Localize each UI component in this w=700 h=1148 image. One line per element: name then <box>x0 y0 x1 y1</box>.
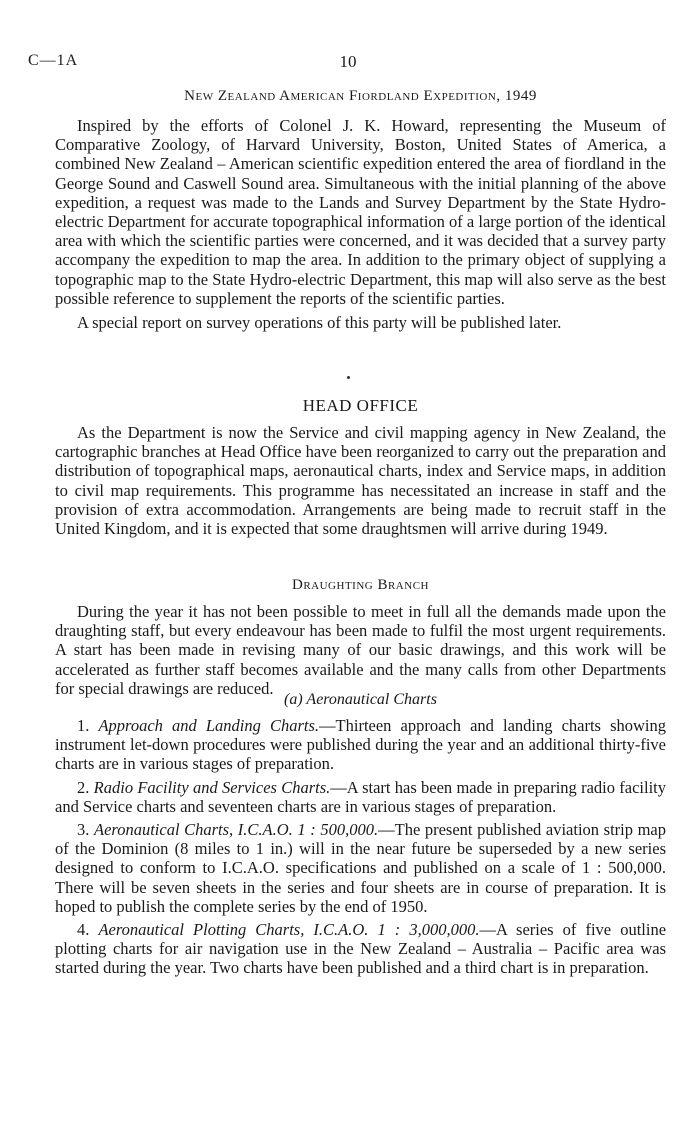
expedition-paragraph-1: Inspired by the efforts of Colonel J. K. Howard, representing the Museum of Comparative Zoology, of Harvard University, Boston, United States of America, a combined New Zealand – American scientific expedition entered the area of fiordland in the George Sound and Caswell Sound area. Simultaneous with the initial planning of the above expedition, a request was made to the Lands and Survey Department by the State Hydro-electric Department for accurate topographical information of a large portion of the identical area with which the scientific parties were concerned, and it was decided that a survey party accompany the expedition to map the area. In addition to the primary object of supplying a topographic map to the State Hydro-electric Department, this map will also serve as the best possible reference to supplement the reports of the scientific parties. <box>55 116 666 308</box>
document-reference: C—1A <box>28 52 79 69</box>
head-office-paragraph: As the Department is now the Service and civil mapping agency in New Zealand, the cartographic branches at Head Office have been reorganized to carry out the preparation and distribution of topographical maps, aeronautical charts, index and Service maps, in addition to civil map requirements. This programme has necessitated an increase in staff and the provision of extra accommodation. Arrangements are being made to recruit staff in the United Kingdom, and it is expected that some draughtsmen will arrive during 1949. <box>55 423 666 539</box>
aeronautical-item-3 <box>55 820 666 916</box>
draughting-section <box>55 602 666 698</box>
item-number: 2. <box>77 777 90 797</box>
item-title: Approach and Landing Charts. <box>98 716 320 735</box>
item-title: Aeronautical Plotting Charts, I.C.A.O. 1 : 3,000,000. <box>98 920 480 940</box>
item-text: —A start has been made in preparing radio facility and Service charts and seventeen charts are in various stages of preparation. <box>55 777 666 816</box>
section-divider-dot <box>347 376 350 379</box>
item-title: Radio Facility and Services Charts. <box>93 777 331 797</box>
aeronautical-heading: (a) Aeronautical Charts <box>284 691 437 708</box>
head-office-section <box>55 423 666 538</box>
aeronautical-item-2 <box>55 778 666 816</box>
aeronautical-section <box>55 716 666 978</box>
expedition-heading: New Zealand American Fiordland Expedition, 1949 <box>184 88 537 104</box>
draughting-heading: Draughting Branch <box>292 577 429 593</box>
item-number: 3. <box>77 820 90 840</box>
item-text: —The present published aviation strip map of the Dominion (8 miles to 1 in.) will in the near future be superseded by a new series designed to conform to I.C.A.O. specifications and published on a scale of 1 : 500,000. There will be seven sheets in the series and four sheets are in course of preparation. It is hoped to publish the complete series by the end of 1950. <box>55 820 666 916</box>
item-text: —A series of five outline plotting charts for air navigation use in the New Zealand – Australia – Pacific area was started during the year. Two charts have been published and a third chart is in preparation. <box>55 920 667 978</box>
page-number: 10 <box>339 52 357 71</box>
draughting-paragraph: During the year it has not been possible to meet in full all the demands made upon the draughting staff, but every endeavour has been made to fulfil the most urgent requirements. A start has been made in revising many of our basic drawings, and this work will be accelerated as further staff becomes available and the many calls from other Departments for special drawings are reduced. <box>55 602 666 698</box>
item-title: Aeronautical Charts, I.C.A.O. 1 : 500,000. <box>93 820 379 840</box>
item-number: 1. <box>77 716 90 735</box>
expedition-section <box>55 116 666 332</box>
aeronautical-item-1 <box>55 716 666 774</box>
item-number: 4. <box>77 920 90 940</box>
expedition-paragraph-2: A special report on survey operations of this party will be published later. <box>77 313 562 333</box>
head-office-heading: HEAD OFFICE <box>302 396 419 415</box>
item-text: —Thirteen approach and landing charts showing instrument let-down procedures were published during the year and an additional thirty-five charts are in various stages of preparation. <box>55 716 666 774</box>
page-header <box>28 52 668 76</box>
aeronautical-item-4 <box>55 920 666 978</box>
